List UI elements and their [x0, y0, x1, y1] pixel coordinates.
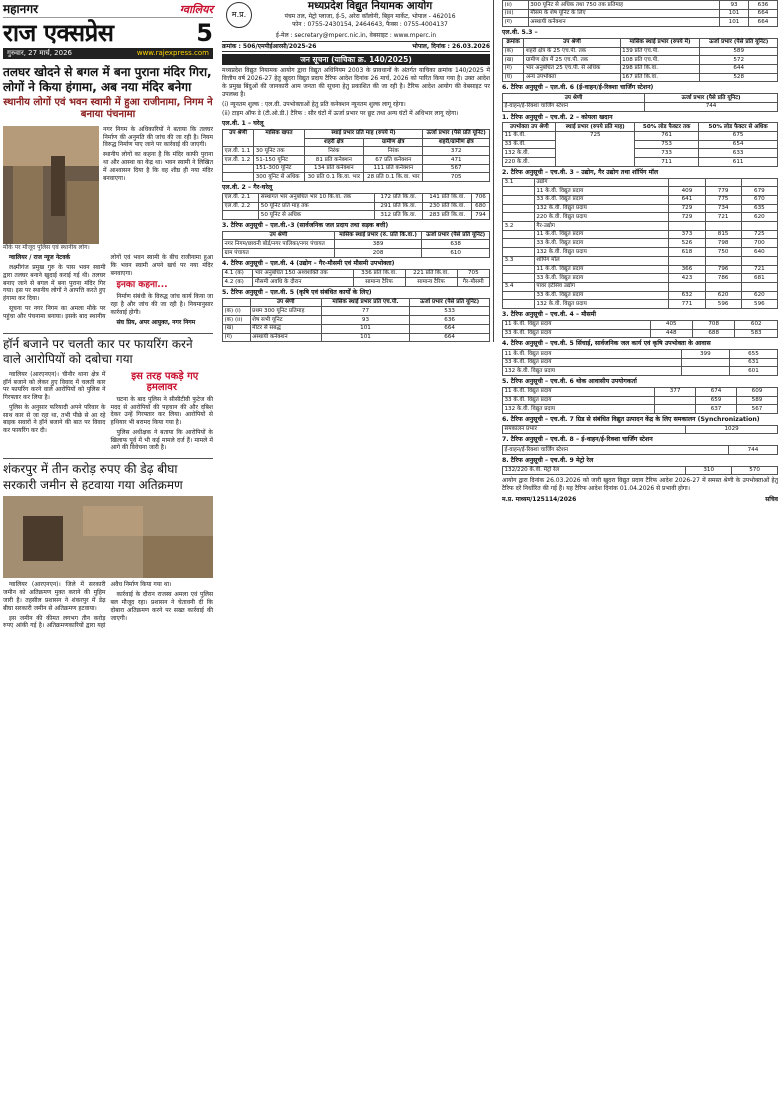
- table-cell: 11 के.वी. विद्युत प्रदाय: [503, 350, 682, 359]
- lv3-table: उप श्रेणी मासिक स्थाई प्रभार (रु. प्रति कि.वा.) ऊर्जा प्रभार (पैसे प्रति यूनिट) नगर निगम/छावनी बोर्ड/नगर पालिका/नगर पंचायत 389 638 ग्राम पंचायत 208 610: [222, 231, 490, 258]
- table-cell: [669, 222, 705, 231]
- reference-row: [222, 41, 490, 53]
- table-cell: पावर इंटेंसिव उद्योग: [534, 282, 669, 291]
- table-row: [503, 204, 778, 213]
- table-cell: 750: [705, 248, 741, 257]
- table-row: (क) (i) प्रथम 300 यूनिट प्रतिमाह 77 533: [223, 307, 490, 316]
- table-row: [503, 300, 778, 309]
- table-cell: 33 के.वी. विद्युत प्रदाय: [534, 195, 669, 204]
- hv3-title: 2. टैरिफ अनुसूची – एच.वी. 3 – उद्योग, गैर उद्योग तथा शॉपिंग मॉल: [502, 168, 659, 176]
- lv53-title: एल.वी. 5.3 –: [502, 29, 538, 37]
- table-cell: [669, 256, 705, 265]
- table-cell: 132 के.वी. विद्युत प्रदाय: [503, 405, 655, 414]
- table-cell: 815: [705, 230, 741, 239]
- table-row: (ग) भार अनुबंधित 25 एच.पी. से अधिक 298 प्रति कि.वा. 644: [503, 64, 778, 73]
- table-cell: 33 के.वी. विद्युत प्रदाय: [503, 329, 651, 338]
- table-cell: 729: [669, 204, 705, 213]
- story2-para: घटना के बाद पुलिस ने सीसीटीवी फुटेज की मदद से आरोपियों की पहचान की और दबिश देकर उन्हें गिरफ्तार कर लिया। आरोपियों से हथियार भी बरामद किया गया है।: [110, 395, 213, 427]
- masthead-top: [3, 2, 213, 18]
- ev-title: 6. टैरिफ अनुसूची – एल.वी. 6 (ई-वाहन/ई-रिक्शा चार्जिंग स्टेशन): [502, 84, 654, 92]
- table-row: [503, 239, 778, 248]
- table-row: [503, 396, 778, 405]
- table-cell: 366: [669, 265, 705, 274]
- table-cell: 132/220 के.वी. मेट्रो रेल: [503, 466, 686, 475]
- lv53-table: क्रमांक उप श्रेणी मासिक स्थाई प्रभार (रुपये में) ऊर्जा प्रभार (पैसे प्रति यूनिट) (क) शहरी क्षेत्र के 25 एच.पी. तक 139 प्रति एच.पी. 589 (ख) ग्रामीण क्षेत्र में 25 एच.पी. तक 108 प्रति एच.पी. 572 (ग) भार अनुबंधित 25 एच.पी. से अधिक 298 प्रति कि.वा. 644 (घ) अन्य उपभोक्ता 167 प्रति कि.वा. 528: [502, 38, 778, 83]
- table-cell: 33 के.वी. विद्युत प्रदाय: [503, 358, 682, 367]
- lv5-title: 5. टैरिफ अनुसूची – एल.वी. 5 (कृषि एवं संबंधित कार्यों के लिए): [222, 289, 372, 296]
- table-cell: [705, 222, 741, 231]
- table-row: [503, 320, 778, 329]
- table-row: [503, 230, 778, 239]
- table-cell: 596: [741, 300, 777, 309]
- table-cell: 3.4: [503, 282, 535, 291]
- table-row: (क) शहरी क्षेत्र के 25 एच.पी. तक 139 प्रति एच.पी. 589: [503, 47, 778, 56]
- story2-inset-headline: इस तरह पकड़े गए हमलावर: [131, 370, 199, 394]
- story2-para: पुलिस के अनुसार फरियादी अपने परिवार के साथ कार से जा रहा था, तभी पीछे से आ रहे बाइक सवारों ने हॉर्न बजाने की बात पर विवाद कर फायरिंग कर दी।: [3, 403, 106, 435]
- table-cell: 640: [741, 248, 777, 257]
- hv9-table: [502, 466, 778, 476]
- table-cell: 132 के.वी. विद्युत प्रदाय: [534, 300, 669, 309]
- table-cell: 526: [669, 239, 705, 248]
- hv5-title: 4. टैरिफ अनुसूची – एच.वी. 5 सिंचाई, सार्वजनिक जल कार्य एवं कृषि उपभोक्ता के आवास: [502, 340, 711, 348]
- table-row: एल.वी. 2.1 संस्थागत भार अनुबंधित भार 10 कि.वा. तक 172 प्रति कि.वा. 141 प्रति कि.वा. 706: [223, 193, 490, 202]
- hv5-table: [502, 349, 778, 376]
- story1-para: लक्ष्मीगंज प्रमुख गुरु के पास भवन स्वामी द्वारा तलघर बनाने खुदाई कराई गई थी। तलघर बनाए जाने से बगल में बना पुराना मंदिर गिर गया। इस पर स्थानीय लोगों ने आपत्ति करते हुए हंगामा कर दिया।: [3, 264, 106, 303]
- org-address: पंचम तल, मेट्रो प्लाजा, ई-5, अरेरा कॉलोनी, बिट्टन मार्केट, भोपाल - 462016: [284, 13, 456, 21]
- table-cell: 3.1: [503, 178, 535, 187]
- table-row: (ख) मीटर से संबद्ध 101 664: [223, 324, 490, 333]
- table-cell: [741, 256, 777, 265]
- ref-date: भोपाल, दिनांक : 26.03.2026: [412, 42, 490, 50]
- table-row: [503, 274, 778, 283]
- table-cell: 589: [737, 396, 778, 405]
- table-cell: 33 के.वी. विद्युत प्रदाय: [503, 396, 655, 405]
- table-cell: 377: [655, 387, 696, 396]
- table-cell: [705, 282, 741, 291]
- hv4-title: 3. टैरिफ अनुसूची – एच.वी. 4 – मौसमी: [502, 311, 597, 319]
- table-row: ग्राम पंचायत 208 610: [223, 249, 490, 258]
- signatory: सचिव: [765, 495, 778, 503]
- hv7-title: 6. टैरिफ अनुसूची – एच.वी. 7 ग्रिड से संबंधित विद्युत उत्पादन केंद्र के लिए समकालन (Synchronization): [502, 415, 760, 423]
- table-cell: 409: [669, 187, 705, 196]
- table-row: एल.वी. 1.2 51-150 यूनिट 81 प्रति कनेक्शन 67 प्रति कनेक्शन 471: [223, 156, 490, 165]
- hv3-table: [502, 178, 778, 310]
- table-cell: 220 के.वी. विद्युत प्रदाय: [534, 213, 669, 222]
- ev-table: उप श्रेणी ऊर्जा प्रभार (पैसे प्रति यूनिट) ई-वाहन/ई-रिक्शा चार्जिंग स्टेशन 744: [502, 93, 778, 111]
- story3-body: [3, 581, 213, 630]
- hv6-table: [502, 387, 778, 414]
- table-cell: 620: [741, 291, 777, 300]
- table-row: 33 के.वी. 753 654: [503, 140, 778, 149]
- lv1-title: एल.वी. 1 – घरेलू: [222, 120, 264, 128]
- lv2-table: [222, 193, 490, 220]
- table-row: [503, 187, 778, 196]
- table-cell: 11 के.वी. विद्युत प्रदाय: [534, 265, 669, 274]
- table-row: 220 के.वी. 711 611: [503, 158, 778, 167]
- inset-author: संघ प्रिय, अपर आयुक्त, नगर निगम: [116, 318, 196, 326]
- table-cell: 11 के.वी. विद्युत प्रदाय: [534, 230, 669, 239]
- table-cell: 423: [669, 274, 705, 283]
- issue-date: गुरुवार, 27 मार्च, 2026: [7, 49, 72, 57]
- table-cell: 11 के.वी. विद्युत प्रदाय: [534, 187, 669, 196]
- table-row: [503, 256, 778, 265]
- story1-para: स्थानीय लोगों का कहना है कि मंदिर काफी पुराना था और आस्था का केंद्र था। भवन स्वामी ने लिखित में आश्वासन दिया है कि वह शीघ्र ही नया मंदिर बनवाएगा।: [103, 151, 213, 182]
- table-row: एल.वी. 1.1 30 यूनिट तक निरंक निरंक 372: [223, 147, 490, 156]
- table-row: [503, 248, 778, 257]
- table-cell: 11 के.वी. विद्युत प्रदाय: [503, 387, 655, 396]
- lv4-title: 4. टैरिफ अनुसूची – एल.वी. 4 (उद्योग – गैर-मौसमी एवं मौसमी उपभोक्ता): [222, 259, 395, 267]
- story1-caption: मौके पर मौजूद पुलिस एवं स्थानीय लोग।: [3, 243, 90, 251]
- table-cell: 1029: [686, 425, 778, 434]
- masthead: [3, 18, 213, 48]
- hv8-title: 7. टैरिफ अनुसूची – एच.वी. 8 – ई-वाहन/ई-रिक्शा चार्जिंग स्टेशन: [502, 436, 653, 444]
- table-cell: 655: [729, 350, 777, 359]
- table-cell: [741, 282, 777, 291]
- table-cell: 3.3: [503, 256, 535, 265]
- release-number: म.प्र. माध्यम/125114/2026: [502, 495, 577, 503]
- table-row: 300 यूनिट से अधिक 30 प्रति 0.1 कि.वा. भार 28 प्रति 0.1 कि.वा. भार 705: [223, 173, 490, 182]
- lv3-title: 3. टैरिफ अनुसूची – एल.वी.-3 (सार्वजनिक जल प्रदाय तथा सड़क बत्ती): [222, 221, 389, 229]
- story1-para: सूचना पर नगर निगम का अमला मौके पर पहुंचा और पंचनामा बनाया। इसके बाद स्थानीय लोगों एवं भवन स्वामी के बीच राजीनामा हुआ कि भवन स्वामी अपने खर्च पर नया मंदिर बनवाएगा।: [3, 254, 213, 320]
- table-cell: 721: [705, 213, 741, 222]
- story1-byline: ग्वालियर / राज न्यूज नेटवर्क: [9, 254, 71, 262]
- story1-body: [3, 254, 213, 326]
- table-cell: शॉपिंग मॉल: [534, 256, 669, 265]
- table-cell: 632: [669, 291, 705, 300]
- table-row: [503, 213, 778, 222]
- story3-photo: [3, 496, 213, 578]
- hv2-table: उपभोक्ता उप श्रेणी स्थाई प्रभार (रुपये प्रति माह) 50% लोड फैक्टर तक 50% लोड फैक्टर से अधिक 11 के.वी. 725 761 675 33 के.वी. 753 654 132 के.वी. 733 633 220 के.वी. 711 611: [502, 122, 778, 167]
- table-row: [503, 329, 778, 338]
- table-cell: 659: [696, 396, 737, 405]
- table-cell: [705, 178, 741, 187]
- table-cell: 637: [696, 405, 737, 414]
- table-cell: [503, 291, 535, 300]
- table-row: [503, 466, 778, 475]
- table-cell: [655, 396, 696, 405]
- story1-headline: तलघर खोदने से बगल में बना पुराना मंदिर गिरा, लोगों ने किया हंगामा, अब नया मंदिर बनेगा: [3, 64, 212, 94]
- table-cell: [503, 213, 535, 222]
- story3-para: कार्रवाई के दौरान राजस्व अमला एवं पुलिस बल मौजूद रहा। प्रशासन ने चेतावनी दी कि दोबारा अतिक्रमण करने पर सख्त कार्रवाई की जाएगी।: [110, 591, 213, 622]
- table-row: [503, 178, 778, 187]
- table-cell: [503, 230, 535, 239]
- table-row: [503, 350, 778, 359]
- lv5-continued-table: [502, 0, 778, 27]
- table-cell: [669, 178, 705, 187]
- notice-footer: [502, 496, 778, 504]
- story2-headline: हॉर्न बजाने पर चलती कार पर फायरिंग करने वाले आरोपियों को दबोचा गया: [3, 333, 213, 368]
- table-cell: 33 के.वी. विद्युत प्रदाय: [534, 291, 669, 300]
- table-cell: 775: [705, 195, 741, 204]
- org-email: ई-मेल : secretary@mperc.nic.in, वेबसाइट : www.mperc.in: [275, 32, 437, 39]
- table-cell: 132 के.वी. विद्युत प्रदाय: [534, 248, 669, 257]
- table-cell: 641: [669, 195, 705, 204]
- story1-para: नगर निगम के अधिकारियों ने बताया कि तलघर निर्माण की अनुमति की जांच की जा रही है। नियम विरुद्ध निर्माण पाए जाने पर कार्रवाई की जाएगी।: [103, 125, 213, 149]
- story1-photo: [3, 126, 99, 244]
- notice-note: (i) न्यूनतम शुल्क : एल.वी. उपभोक्ताओं हेतु प्रति कनेक्शन न्यूनतम शुल्क लागू रहेगा।: [222, 100, 406, 108]
- table-cell: 3.2: [503, 222, 535, 231]
- table-cell: 33 के.वी. विद्युत प्रदाय: [534, 239, 669, 248]
- table-row: ई-वाहन/ई-रिक्शा चार्जिंग स्टेशन 744: [503, 102, 778, 111]
- section-label: महानगर: [3, 2, 38, 16]
- table-row: (iii) मौसम के शेष यूनिट के लिए 101 664: [503, 9, 778, 18]
- table-row: 11 के.वी. 725 761 675: [503, 131, 778, 140]
- table-cell: 567: [737, 405, 778, 414]
- table-cell: 609: [737, 387, 778, 396]
- table-cell: 618: [669, 248, 705, 257]
- notice-column-1: [222, 0, 494, 342]
- table-cell: [503, 204, 535, 213]
- table-cell: 448: [650, 329, 692, 338]
- table-cell: [741, 222, 777, 231]
- tariff-notice: [222, 0, 778, 1108]
- table-row: [503, 265, 778, 274]
- table-cell: 596: [705, 300, 741, 309]
- table-cell: 405: [650, 320, 692, 329]
- table-cell: [503, 187, 535, 196]
- table-cell: 674: [696, 387, 737, 396]
- city-label: ग्वालियर: [179, 3, 213, 17]
- table-cell: 744: [728, 446, 777, 455]
- table-cell: 310: [686, 466, 732, 475]
- table-row: (ग) अस्थायी कनेक्शन 101 664: [223, 333, 490, 342]
- inset-text: निर्माण संबंधी के विरुद्ध जांच कार्य किया जा रहा है और जांच की जा रही है। नियमानुसार कार्रवाई होगी।: [110, 293, 213, 316]
- table-cell: 771: [669, 300, 705, 309]
- table-cell: 796: [705, 265, 741, 274]
- table-cell: [705, 256, 741, 265]
- story3-headline: शंकरपुर में तीन करोड़ रुपए की डेढ़ बीघा सरकारी जमीन से हटवाया गया अतिक्रमण: [3, 458, 213, 493]
- table-row: (ग) अस्थायी कनेक्शन 101 664: [503, 18, 778, 27]
- table-cell: 583: [735, 329, 778, 338]
- hv8-table: [502, 445, 778, 455]
- closing-note: आयोग द्वारा दिनांक 26.03.2026 को जारी खुदरा विद्युत प्रदाय टैरिफ आदेश 2026-27 में समस्त श्रेणी के उपभोक्ताओं हेतु टैरिफ दरें निर्धारित की गई हैं। यह टैरिफ आदेश दिनांक 01.04.2026 से प्रभावी होगा।: [502, 477, 778, 493]
- table-cell: 635: [741, 204, 777, 213]
- table-cell: 601: [729, 367, 777, 376]
- org-phone: फोन : 0755-2430154, 2464643, फैक्स : 0755-4004137: [292, 20, 448, 28]
- story1-subhead: स्थानीय लोगों एवं भवन स्वामी में हुआ राजीनामा, निगम ने बनाया पंचनामा: [3, 96, 213, 121]
- table-row: 132 के.वी. 733 633: [503, 149, 778, 158]
- story2-para: ग्वालियर (आरएनएन)। चीनौर थाना क्षेत्र में हॉर्न बजाने को लेकर हुए विवाद में चलती कार पर फायरिंग करने वाले आरोपियों को पुलिस ने गिरफ्तार कर लिया है।: [3, 370, 106, 402]
- table-cell: उद्योग: [534, 178, 669, 187]
- table-cell: 700: [741, 239, 777, 248]
- table-row: [503, 387, 778, 396]
- table-row: [503, 282, 778, 291]
- table-row: (ख) ग्रामीण क्षेत्र में 25 एच.पी. तक 108 प्रति एच.पी. 572: [503, 56, 778, 65]
- masthead-bar: [3, 48, 213, 59]
- table-cell: ई-वाहन/ई-रिक्शा चार्जिंग स्टेशन: [503, 446, 729, 455]
- table-cell: समकालन प्रभार: [503, 425, 686, 434]
- page-number: 5: [196, 19, 213, 47]
- lv5-table: उप श्रेणी मासिक स्थाई प्रभार प्रति एच.पी. ऊर्जा प्रभार (पैसे प्रति यूनिट) (क) (i) प्रथम 300 यूनिट प्रतिमाह 77 533 (क) (ii) शेष सभी यूनिट 93 636 (ख) मीटर से संबद्ध 101 664 (ग) अस्थायी कनेक्शन 101 664: [222, 298, 490, 343]
- table-cell: 708: [692, 320, 734, 329]
- emblem-icon: म.प्र.: [226, 2, 252, 28]
- table-cell: 779: [705, 187, 741, 196]
- hv2-title: 1. टैरिफ अनुसूची – एच.वी. 2 – कोयला खदान: [502, 113, 613, 121]
- table-cell: [741, 178, 777, 187]
- lv1-table: उप श्रेणी मासिक खपत स्थाई प्रभार प्रति माह (रुपये में) ऊर्जा प्रभार (पैसे प्रति यूनिट) शहरी क्षेत्र ग्रामीण क्षेत्र शहरी/ग्रामीण क्षेत्र एल.वी. 1.1 30 यूनिट तक निरंक निरंक 372 एल.वी. 1.2 51-150 यूनिट 81 प्रति कनेक्शन 67 प्रति कनेक्शन 471 151-300 यूनिट 134 प्रति कनेक्शन 111 प्रति कनेक्शन 567 300 यूनिट से अधिक 30 प्रति 0.1 कि.वा. भार 28 प्रति 0.1 कि.वा. भार 705: [222, 129, 490, 182]
- table-row: [503, 425, 778, 434]
- table-cell: 631: [729, 358, 777, 367]
- table-cell: 11 के.वी. विद्युत प्रदाय: [503, 320, 651, 329]
- table-cell: 688: [692, 329, 734, 338]
- notice-title: जन सूचना (याचिका क्र. 140/2025): [222, 54, 490, 65]
- table-row: 50 यूनिट से अधिक 312 प्रति कि.वा. 283 प्रति कि.वा. 794: [223, 211, 490, 220]
- story3-para: ग्वालियर (आरएनएन)। जिले में सरकारी जमीन को अतिक्रमण मुक्त कराने की मुहिम जारी है। तहसील प्रशासन ने शंकरपुर में डेढ़ बीघा सरकारी जमीन से अतिक्रमण हटवाया।: [3, 581, 106, 612]
- table-cell: 798: [705, 239, 741, 248]
- table-cell: 399: [681, 350, 729, 359]
- table-row: 151-300 यूनिट 134 प्रति कनेक्शन 111 प्रति कनेक्शन 567: [223, 164, 490, 173]
- table-row: (घ) अन्य उपभोक्ता 167 प्रति कि.वा. 528: [503, 73, 778, 82]
- table-cell: 670: [741, 195, 777, 204]
- inset-title: इनका कहना...: [116, 279, 168, 290]
- table-cell: [503, 265, 535, 274]
- hv9-title: 8. टैरिफ अनुसूची – एच.वी. 9 मेट्रो रेल: [502, 456, 594, 464]
- table-cell: 570: [732, 466, 778, 475]
- table-row: 4.2 (क) मौसमी अवधि के दौरान सामान्य टैरिफ सामान्य टैरिफ गैर-मौसमी: [223, 278, 490, 287]
- table-cell: [681, 367, 729, 376]
- table-cell: 786: [705, 274, 741, 283]
- notice-note: (ii) टाइम ऑफ डे (टी.ओ.डी.) टैरिफ : सौर घंटों में ऊर्जा प्रभार पर छूट तथा अन्य घंटों में अधिभार लागू रहेगा।: [222, 110, 459, 118]
- lv4-table: [222, 269, 490, 287]
- table-row: एल.वी. 2.2 50 यूनिट प्रति माह तक 291 प्रति कि.वा. 230 प्रति कि.वा. 680: [223, 202, 490, 211]
- table-cell: [503, 274, 535, 283]
- notice-column-2: [502, 0, 778, 503]
- table-row: [503, 222, 778, 231]
- hv6-title: 5. टैरिफ अनुसूची – एच.वी. 6 थोक आवासीय उपयोगकर्ता: [502, 378, 637, 386]
- table-cell: 602: [735, 320, 778, 329]
- table-row: [503, 291, 778, 300]
- table-cell: [669, 282, 705, 291]
- table-cell: [681, 358, 729, 367]
- table-cell: [655, 405, 696, 414]
- ref-number: क्रमांक : 506/एमपीईआरसी/2025-26: [222, 42, 317, 50]
- org-name: मध्यप्रदेश विद्युत नियामक आयोग: [307, 0, 433, 12]
- hv7-table: [502, 425, 778, 435]
- table-cell: 734: [705, 204, 741, 213]
- hv4-table: [502, 320, 778, 338]
- table-cell: 132 के.वी. विद्युत प्रदाय: [503, 367, 682, 376]
- table-row: 4.1 (क) भार अनुबंधित 150 अश्वशक्ति तक 336 प्रति कि.वा. 221 प्रति कि.वा. 705: [223, 269, 490, 278]
- table-row: [503, 195, 778, 204]
- story2-body: [3, 371, 213, 453]
- news-column: [0, 0, 216, 1108]
- table-cell: 620: [705, 291, 741, 300]
- table-cell: 33 के.वी. विद्युत प्रदाय: [534, 274, 669, 283]
- table-cell: 132 के.वी. विद्युत प्रदाय: [534, 204, 669, 213]
- table-cell: [503, 248, 535, 257]
- table-cell: [503, 300, 535, 309]
- table-cell: 681: [741, 274, 777, 283]
- table-row: (ii) 300 यूनिट से अधिक तथा 750 तक प्रतिमाह 93 636: [503, 1, 778, 10]
- table-cell: [503, 195, 535, 204]
- story3-para: इस जमीन की कीमत लगभग तीन करोड़ रुपए आंकी गई है। अतिक्रमणकारियों द्वारा यहां अवैध निर्माण किया गया था।: [3, 581, 172, 630]
- table-cell: 620: [741, 213, 777, 222]
- lv2-title: एल.वी. 2 – गैर-घरेलू: [222, 184, 273, 192]
- table-cell: 725: [741, 230, 777, 239]
- story2-para: पुलिस अधीक्षक ने बताया कि आरोपियों के खिलाफ पूर्व में भी कई मामले दर्ज हैं। मामले में आगे की विवेचना जारी है।: [110, 428, 213, 452]
- notice-intro: मध्यप्रदेश विद्युत नियामक आयोग द्वारा विद्युत अधिनियम 2003 के प्रावधानों के अंतर्गत याचिका क्रमांक 140/2025 में वित्तीय वर्ष 2026-27 हेतु खुदरा विद्युत प्रदाय टैरिफ आदेश दिनांक 26 मार्च, 2026 को पारित किया गया है। उक्त आदेश के प्रमुख बिंदुओं की जानकारी आम जनता की सूचना हेतु प्रकाशित की जा रही है। टैरिफ आदेश आयोग की वेबसाइट पर उपलब्ध है।: [222, 67, 490, 98]
- table-cell: 729: [669, 213, 705, 222]
- table-row: [503, 405, 778, 414]
- newspaper-title: राज एक्सप्रेस: [3, 18, 114, 47]
- table-row: [503, 446, 778, 455]
- table-row: (क) (ii) शेष सभी यूनिट 93 636: [223, 316, 490, 325]
- table-row: [503, 358, 778, 367]
- table-cell: [503, 239, 535, 248]
- table-row: नगर निगम/छावनी बोर्ड/नगर पालिका/नगर पंचायत 389 638: [223, 240, 490, 249]
- table-row: [503, 367, 778, 376]
- table-cell: 721: [741, 265, 777, 274]
- table-cell: 679: [741, 187, 777, 196]
- website-url: www.rajexpress.com: [136, 49, 209, 57]
- table-cell: 373: [669, 230, 705, 239]
- table-cell: गैर-उद्योग: [534, 222, 669, 231]
